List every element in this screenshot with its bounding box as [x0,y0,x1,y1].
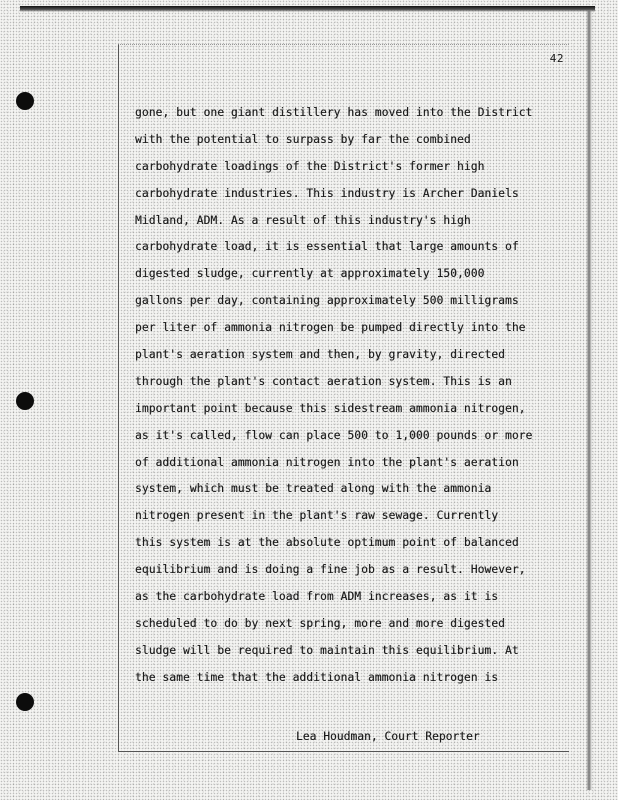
court-reporter-signature: Lea Houdman, Court Reporter [296,730,480,743]
transcript-line: digested sludge, currently at approximately 150,000 [135,267,485,281]
transcript-line: important point because this sidestream ammonia nitrogen, [135,401,526,415]
transcript-line: carbohydrate loadings of the District's former high [135,159,485,173]
scan-top-edge [20,6,595,12]
transcript-line: carbohydrate load, it is essential that large amounts of [135,240,519,254]
transcript-line: sludge will be required to maintain this equilibrium. At [135,643,519,657]
transcript-line: as the carbohydrate load from ADM increases, as it is [135,590,499,604]
binder-hole-top [16,92,34,110]
transcript-line: as it's called, flow can place 500 to 1,000 pounds or more [135,428,533,442]
transcript-line: carbohydrate industries. This industry is Archer Daniels [135,186,519,200]
transcript-line: scheduled to do by next spring, more and more digested [135,616,505,630]
scan-right-edge [586,10,592,790]
transcript-line: gallons per day, containing approximately 500 milligrams [135,294,519,308]
transcript-line: per liter of ammonia nitrogen be pumped directly into the [135,321,526,335]
transcript-body [135,100,577,692]
transcript-line: Midland, ADM. As a result of this industry's high [135,213,471,227]
transcript-line: nitrogen present in the plant's raw sewage. Currently [135,509,499,523]
transcript-line: the same time that the additional ammonia nitrogen is [135,670,499,684]
binder-hole-bottom [16,693,34,711]
transcript-line: system, which must be treated along with the ammonia [135,482,492,496]
transcript-line: equilibrium and is doing a fine job as a result. However, [135,563,526,577]
transcript-line: through the plant's contact aeration system. This is an [135,374,512,388]
page-number: 42 [549,52,564,65]
transcript-line: gone, but one giant distillery has moved into the District [135,106,533,119]
transcript-line: this system is at the absolute optimum point of balanced [135,536,519,550]
transcript-line: of additional ammonia nitrogen into the plant's aeration [135,455,519,469]
transcript-line: plant's aeration system and then, by gravity, directed [135,348,505,362]
transcript-line: with the potential to surpass by far the combined [135,132,471,146]
binder-hole-middle [16,392,34,410]
